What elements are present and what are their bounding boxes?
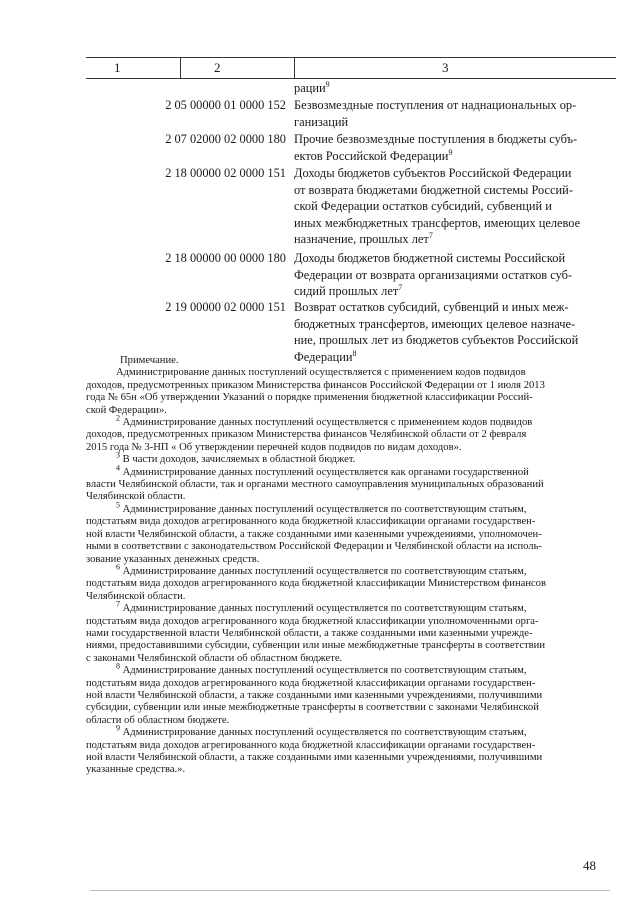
column-divider	[180, 58, 181, 78]
row-name: Прочие безвозмездные поступления в бюджеты субъ- ектов Российской Федерации$^9$	[294, 132, 578, 163]
note-item: $^6$ Администрирование данных поступлений осуществляется по соответствующим статьям, подстатьям вида доходов агрегированного кода бюджетной классификации Министерством финансов Челябинской области.	[86, 562, 546, 602]
footer-divider	[90, 890, 610, 891]
note-item: $^3$ В части доходов, зачисляемых в областной бюджет.	[116, 450, 356, 466]
row-name: рации$^9$	[294, 79, 330, 95]
note-item: $^9$ Администрирование данных поступлений осуществляется по соответствующим статьям, подстатьям вида доходов агрегированного кода бюджетной классификации органами государствен- ной власти Челябинской области, а также созданными ими казенными учреждениями, получившими указанные средства.».	[86, 723, 543, 776]
note-item: $^5$ Администрирование данных поступлений осуществляется по соответствующим статьям, подстатьям вида доходов агрегированного кода бюджетной классификации органами государствен- ной власти Челябинской области, а также созданными ими казенными учреждениями, уполномочен- ными в соответствии с законодательством Российской Федерации и Челябинской области на исполь- зование указанных денежных средств.	[86, 500, 542, 565]
row-name: Возврат остатков субсидий, субвенций и иных меж- бюджетных трансфертов, имеющих целевое назначе- ние, прошлых лет из бюджетов субъектов Российской Федерации$^8$	[294, 300, 579, 364]
note-item: $^8$ Администрирование данных поступлений осуществляется по соответствующим статьям, подстатьям вида доходов агрегированного кода бюджетной классификации органами государствен- ной власти Челябинской области, а также созданными ими казенными учреждениями, получившими субсидии, субвенции или иные межбюджетные трансферты в соответствии с законами Челябинской области об областном бюджете.	[86, 661, 543, 726]
row-name: Доходы бюджетов субъектов Российской Федерации от возврата бюджетами бюджетной системы Россий- ской Федерации остатков субсидий, субвенций и иных межбюджетных трансфертов, имеющих целевое назначение, прошлых лет$^7$	[294, 166, 581, 247]
table-header	[86, 57, 616, 79]
column-divider	[294, 58, 295, 78]
row-code: 2 18 00000 02 0000 151	[165, 166, 286, 180]
row-code: 2 05 00000 01 0000 152	[165, 98, 286, 112]
row-name: Безвозмездные поступления от наднациональных ор- ганизаций	[294, 98, 577, 129]
notes-section	[86, 355, 606, 777]
note-item: Администрирование данных поступлений осуществляется с применением кодов подвидов доходов, предусмотренных приказом Министерства финансов Российской Федерации от 1 июля 2013 года № 65н «Об утверждении Указаний о порядке применения бюджетной классификации Россий- ской Федерации».	[86, 367, 545, 416]
note-item: $^7$ Администрирование данных поступлений осуществляется по соответствующим статьям, подстатьям вида доходов агрегированного кода бюджетной классификации уполномоченными орга- нами государственной власти Челябинской области, а также созданными ими казенными учрежде- ниями, предоставившими субсидии, субвенции или иные межбюджетные трансферты в соответствии с законами Челябинской области об областном бюджете.	[86, 599, 545, 664]
notes-title: Примечание.	[120, 355, 179, 366]
page-number: 48	[583, 858, 596, 873]
row-code: 2 18 00000 00 0000 180	[165, 251, 286, 265]
note-item: $^2$ Администрирование данных поступлений осуществляется с применением кодов подвидов доходов, предусмотренных приказом Министерства финансов Челябинской области от 2 февраля 2015 года № 3-НП « Об утверждении перечней кодов подвидов по видам доходов».	[86, 413, 533, 453]
row-name: Доходы бюджетов бюджетной системы Российской Федерации от возврата организациями остатков суб- сидий прошлых лет$^7$	[294, 251, 573, 299]
row-code: 2 07 02000 02 0000 180	[165, 132, 286, 146]
column-number-3: 3	[442, 60, 449, 75]
note-item: $^4$ Администрирование данных поступлений осуществляется как органами государственной власти Челябинской области, так и органами местного самоуправления муниципальных образований Челябинской области.	[86, 463, 544, 503]
column-number-2: 2	[214, 60, 221, 75]
row-code: 2 19 00000 02 0000 151	[165, 300, 286, 314]
column-number-1: 1	[114, 60, 121, 75]
